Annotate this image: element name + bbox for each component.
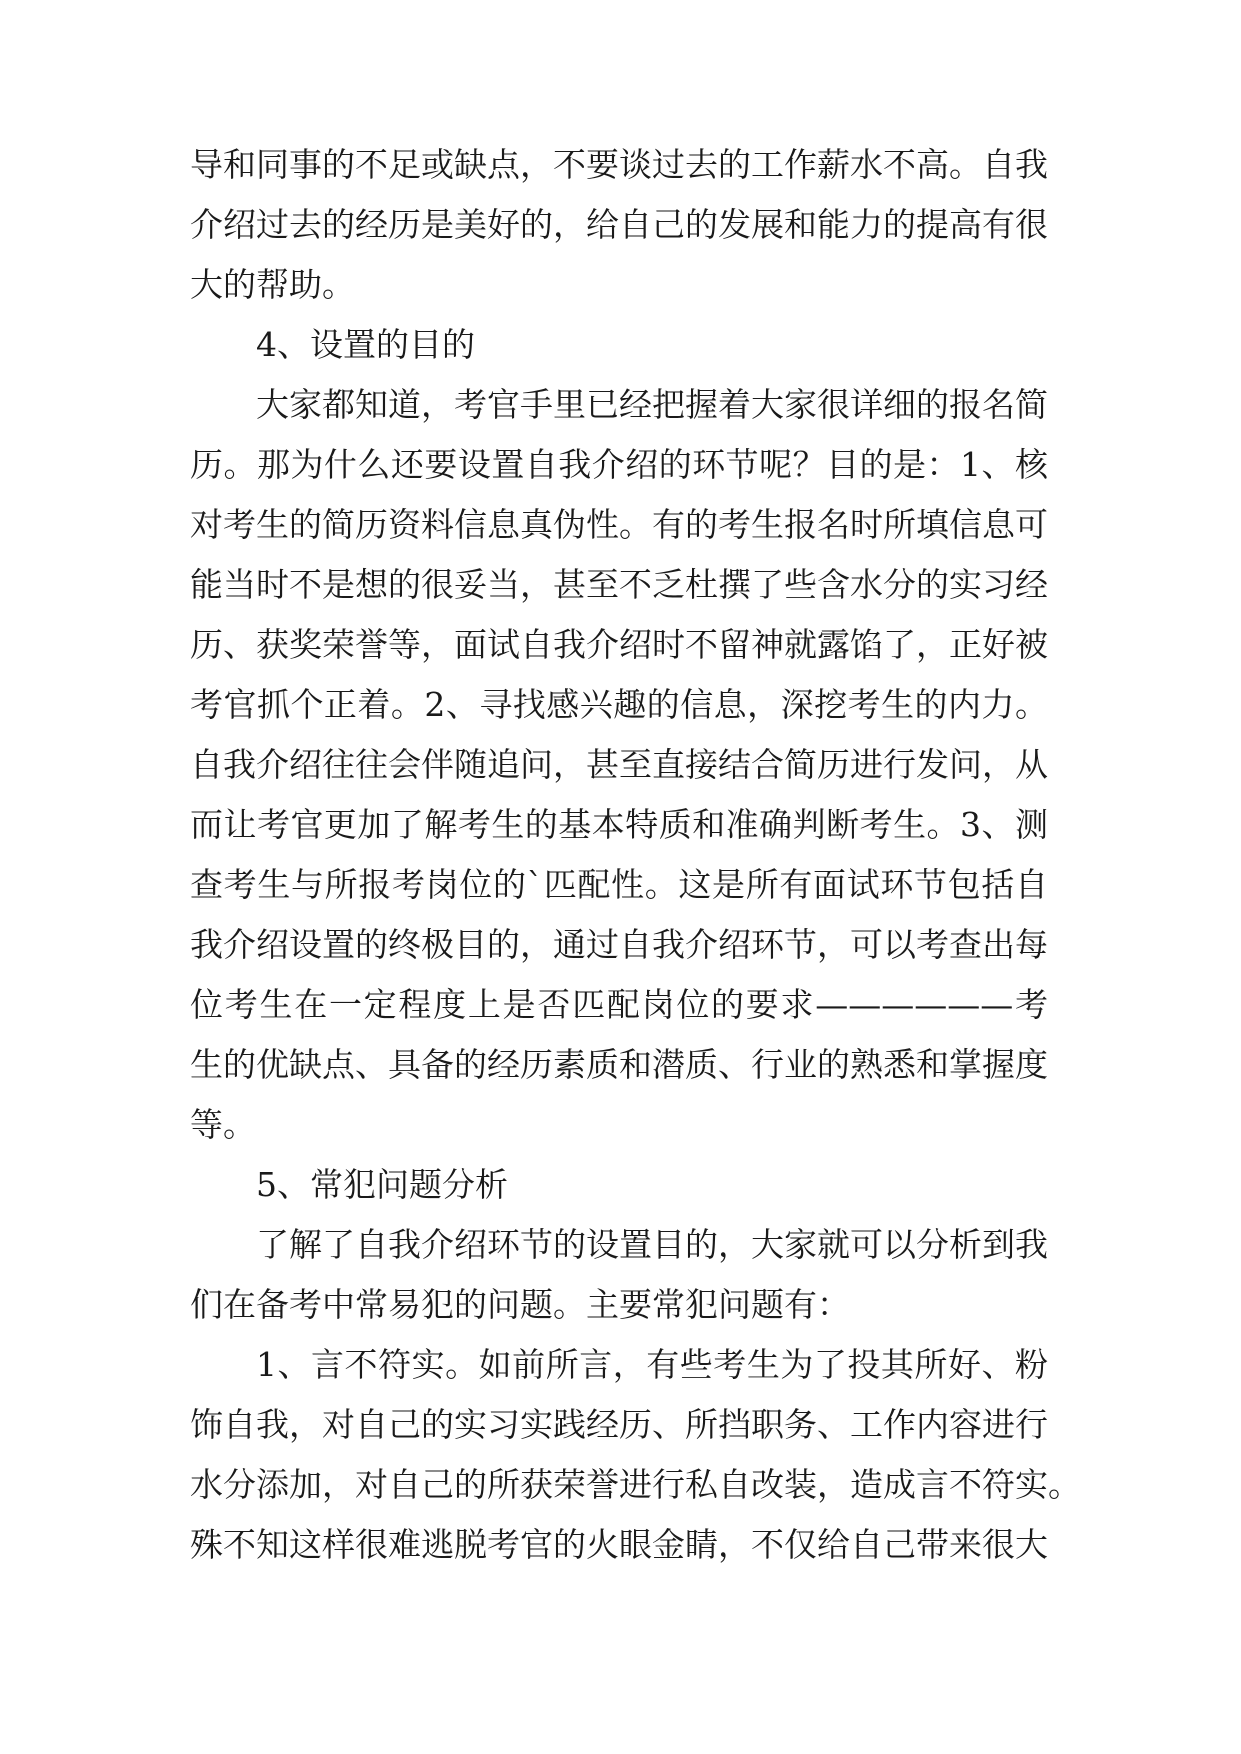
paragraph-line: 1、言不符实。如前所言，有些考生为了投其所好、粉 bbox=[256, 1345, 1048, 1384]
paragraph-line: 对考生的简历资料信息真伪性。有的考生报名时所填信息可 bbox=[190, 505, 1048, 544]
paragraph-line: 考官抓个正着。2、寻找感兴趣的信息，深挖考生的内力。 bbox=[190, 685, 1048, 724]
paragraph-line: 能当时不是想的很妥当，甚至不乏杜撰了些含水分的实习经 bbox=[190, 565, 1048, 604]
section-heading: 5、常犯问题分析 bbox=[256, 1165, 508, 1204]
paragraph-line: 查考生与所报考岗位的`匹配性。这是所有面试环节包括自 bbox=[190, 865, 1048, 904]
paragraph-line: 而让考官更加了解考生的基本特质和准确判断考生。3、测 bbox=[190, 805, 1048, 844]
paragraph-line: 位考生在一定程度上是否匹配岗位的要求——————考 bbox=[190, 985, 1048, 1024]
paragraph-line: 水分添加，对自己的所获荣誉进行私自改装，造成言不符实。 bbox=[190, 1465, 1081, 1504]
paragraph-line: 大的帮助。 bbox=[190, 265, 355, 304]
paragraph-line: 们在备考中常易犯的问题。主要常犯问题有： bbox=[190, 1285, 850, 1324]
paragraph-line: 生的优缺点、具备的经历素质和潜质、行业的熟悉和掌握度 bbox=[190, 1045, 1048, 1084]
document-page bbox=[190, 0, 1081, 1754]
paragraph-line: 自我介绍往往会伴随追问，甚至直接结合简历进行发问，从 bbox=[190, 745, 1048, 784]
paragraph-line: 等。 bbox=[190, 1105, 256, 1144]
paragraph-line: 介绍过去的经历是美好的，给自己的发展和能力的提高有很 bbox=[190, 205, 1048, 244]
paragraph-line: 饰自我，对自己的实习实践经历、所挡职务、工作内容进行 bbox=[190, 1405, 1048, 1444]
paragraph-line: 了解了自我介绍环节的设置目的，大家就可以分析到我 bbox=[256, 1225, 1048, 1264]
section-heading: 4、设置的目的 bbox=[256, 325, 475, 364]
paragraph-line: 殊不知这样很难逃脱考官的火眼金睛，不仅给自己带来很大 bbox=[190, 1525, 1048, 1564]
paragraph-line: 大家都知道，考官手里已经把握着大家很详细的报名简 bbox=[256, 385, 1048, 424]
paragraph-line: 导和同事的不足或缺点，不要谈过去的工作薪水不高。自我 bbox=[190, 145, 1048, 184]
paragraph-line: 历、获奖荣誉等，面试自我介绍时不留神就露馅了，正好被 bbox=[190, 625, 1048, 664]
paragraph-line: 我介绍设置的终极目的，通过自我介绍环节，可以考查出每 bbox=[190, 925, 1048, 964]
paragraph-line: 历。那为什么还要设置自我介绍的环节呢？目的是：1、核 bbox=[190, 445, 1048, 484]
